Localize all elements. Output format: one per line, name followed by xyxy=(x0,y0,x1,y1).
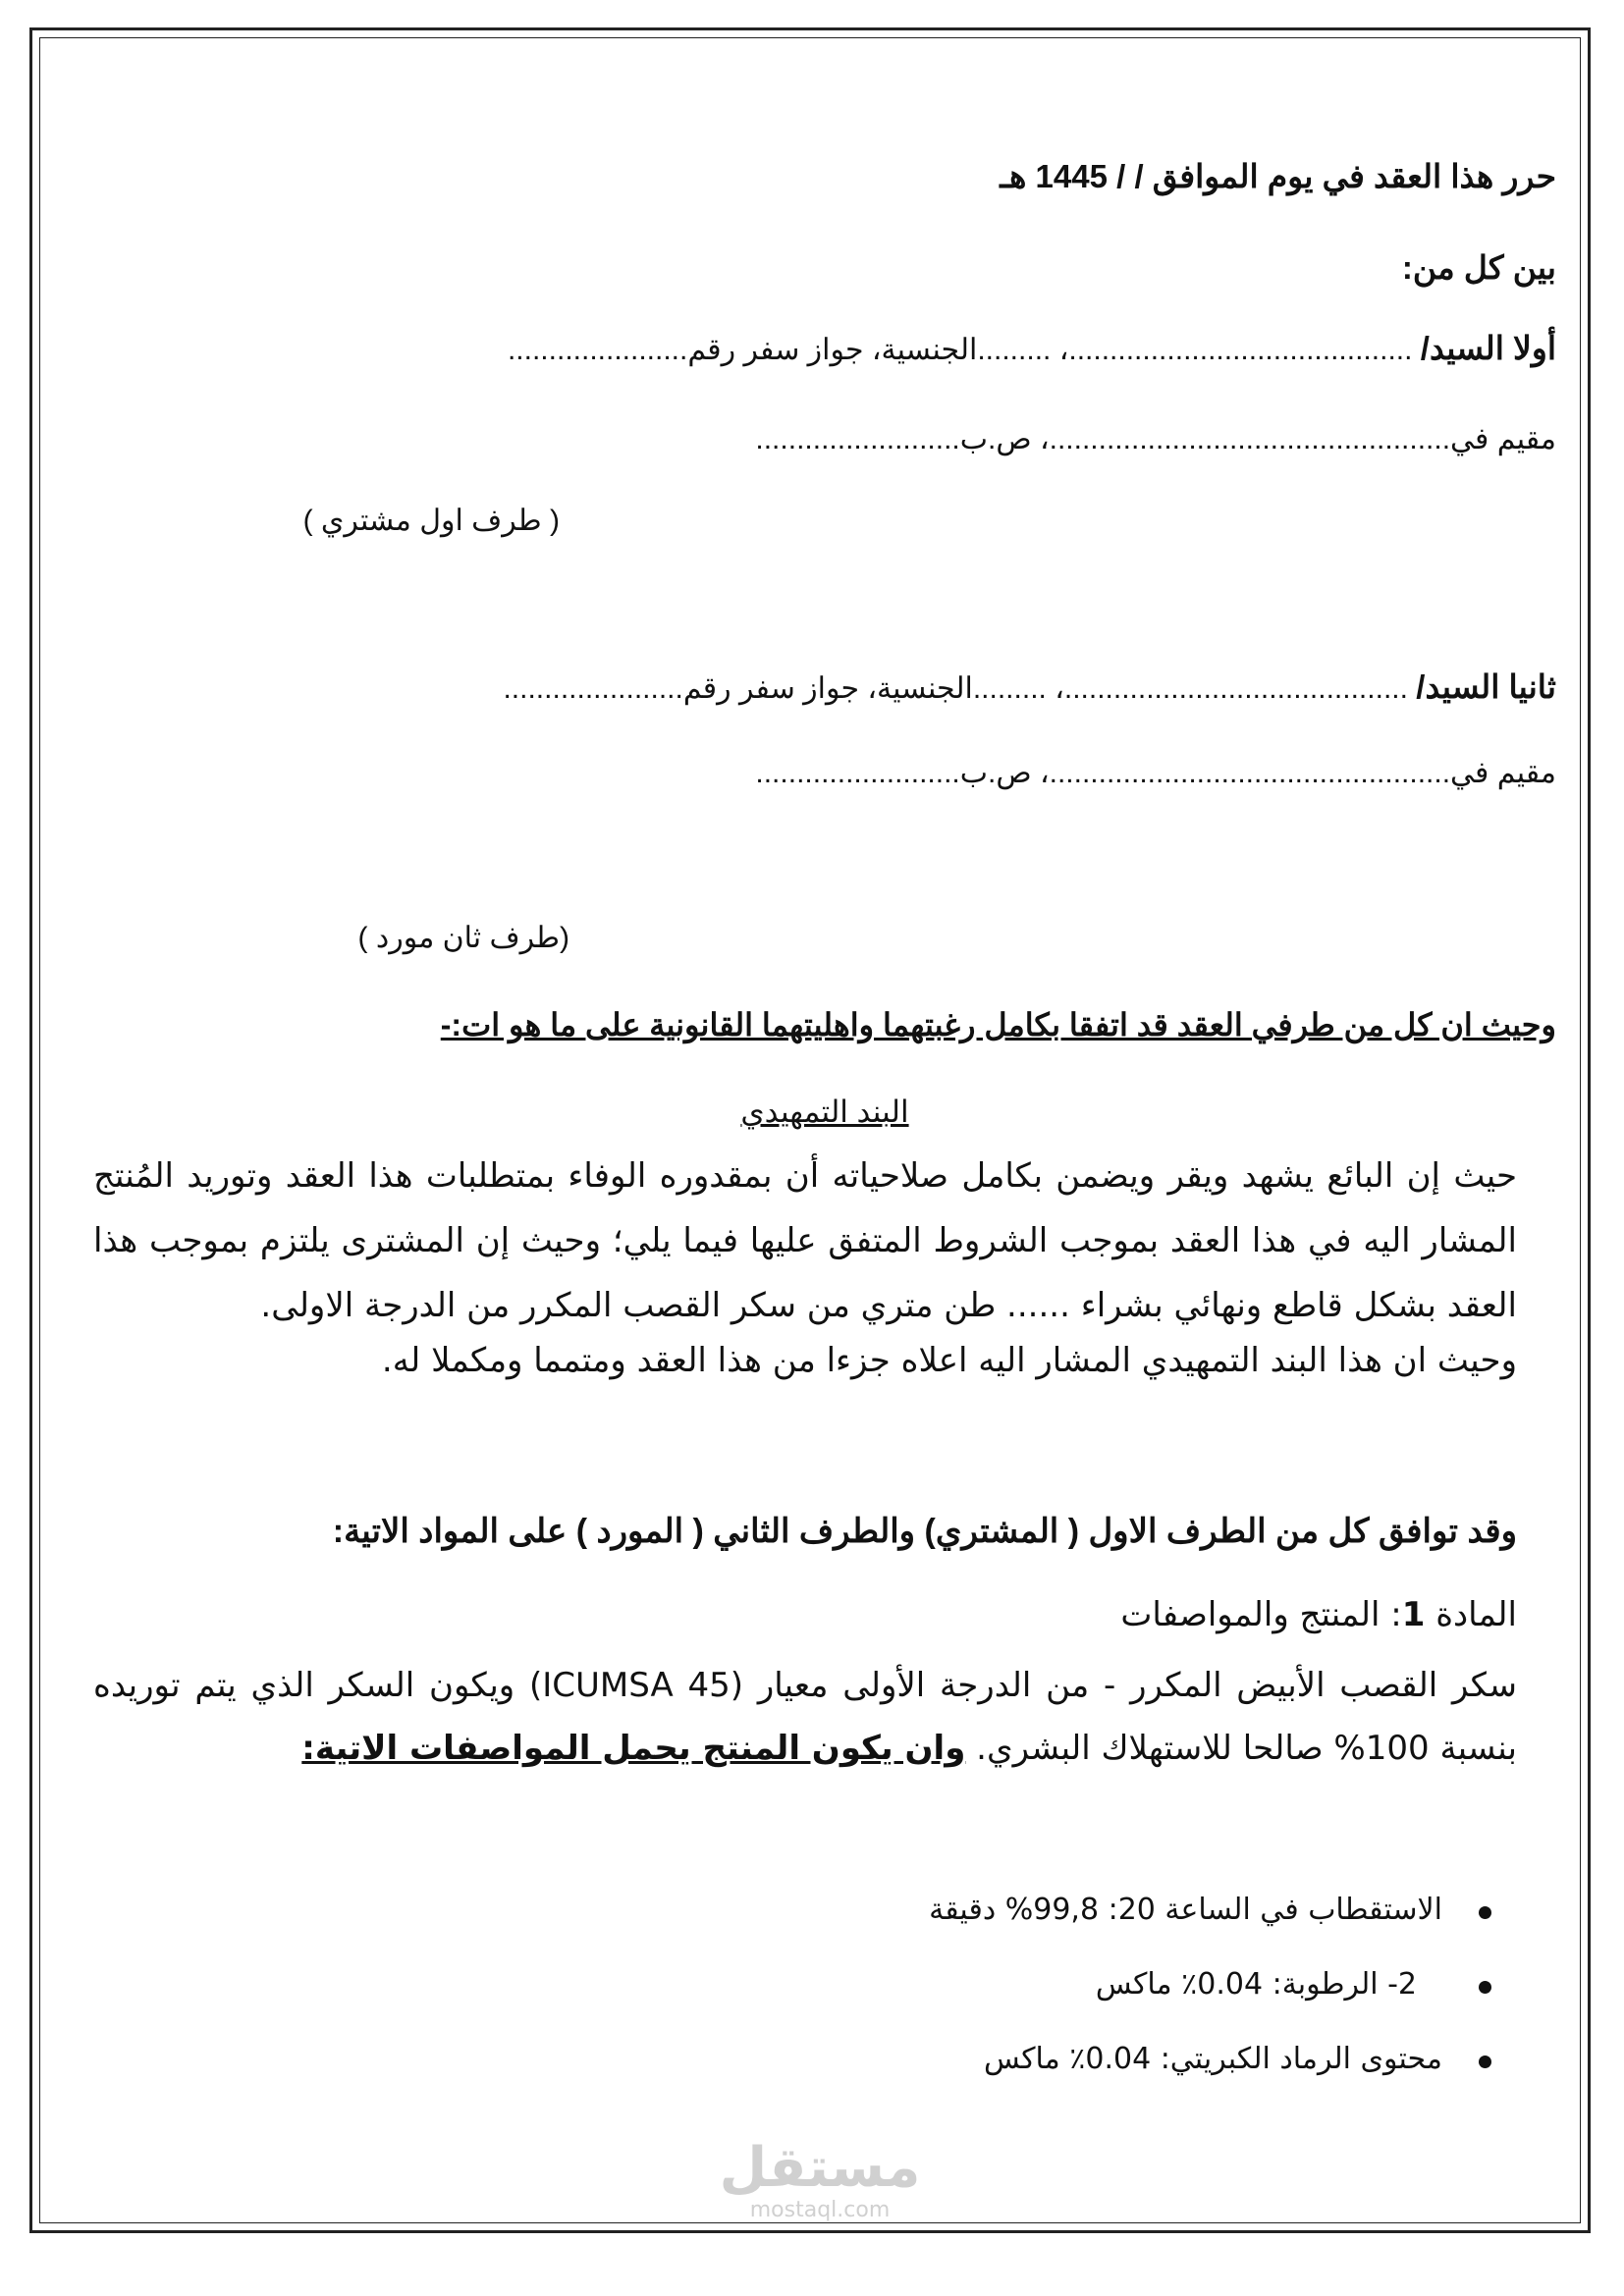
article1-title-prefix: المادة xyxy=(1425,1595,1517,1634)
article1-title-rest: : المنتج والمواصفات xyxy=(1120,1595,1402,1634)
party2-address: مقيم في.................................................، ص.ب......................... xyxy=(755,757,1556,789)
party1-line xyxy=(508,329,1556,367)
watermark-brand: مستقل xyxy=(719,2136,921,2200)
article1-number: 1 xyxy=(1401,1595,1426,1634)
agreement-line: وحيث ان كل من طرفي العقد قد اتفقا بكامل رغبتهما واهليتهما القانونية على ما هو ات:- xyxy=(440,1007,1556,1042)
article1-block xyxy=(93,1654,1517,1780)
article1-text: سكر القصب الأبيض المكرر - من الدرجة الأولى معيار (ICUMSA 45) ويكون السكر الذي يتم توريده بنسبة 100% صالحا للاستهلاك البشري. xyxy=(93,1666,1517,1768)
spec-item: محتوى الرماد الكبريتي: 0.04٪ ماكس xyxy=(929,2022,1491,2097)
agreed-line: وقد توافق كل من الطرف الاول ( المشتري) والطرف الثاني ( المورد ) على المواد الاتية: xyxy=(332,1513,1517,1550)
article1-paragraph xyxy=(93,1654,1517,1780)
bullet-icon xyxy=(1479,2056,1491,2068)
bullet-icon xyxy=(1479,1906,1491,1919)
between-heading: بين كل من: xyxy=(1401,249,1556,286)
preamble-paragraph-2: وحيث ان هذا البند التمهيدي المشار اليه اعلاه جزءا من هذا العقد ومتمما ومكملا له. xyxy=(381,1341,1517,1380)
party2-role: (طرف ثان مورد ) xyxy=(357,922,569,954)
preamble-block xyxy=(93,1144,1517,1383)
bullet-icon xyxy=(1479,1981,1491,1994)
party1-address: مقيم في.................................................، ص.ب......................... xyxy=(755,423,1556,455)
party1-details: ..........................................، .........الجنسية، جواز سفر رقم...................... xyxy=(507,334,1421,366)
contract-date-line: حرر هذا العقد في يوم الموافق / / 1445 هـ xyxy=(1000,158,1556,194)
spec-item: 2- الرطوبة: 0.04٪ ماكس xyxy=(929,1948,1491,2022)
party1-label: أولا السيد/ xyxy=(1420,330,1556,366)
preamble-paragraph: حيث إن البائع يشهد ويقر ويضمن بكامل صلاحياته أن بمقدوره الوفاء بمتطلبات هذا العقد وتوريد المُنتج المشار اليه في هذا العقد بموجب الشروط المتفق عليها فيما يلي؛ وحيث إن المشترى يلتزم بموجب هذا العقد بشكل قاطع ونهائي بشراء ...... طن متري من سكر القصب المكرر من الدرجة الاولى. xyxy=(93,1156,1517,1325)
mostaql-watermark xyxy=(707,2138,933,2222)
specs-list xyxy=(929,1873,1491,2097)
party2-line xyxy=(503,667,1556,706)
watermark-domain: mostaql.com xyxy=(749,2198,891,2222)
preamble-title: البند التمهيدي xyxy=(740,1095,909,1129)
party2-details: ..........................................، .........الجنسية، جواز سفر رقم...................... xyxy=(503,672,1417,705)
spec-item: الاستقطاب في الساعة 20: 99,8% دقيقة xyxy=(929,1873,1491,1948)
article1-specs-intro: وان يكون المنتج يحمل المواصفات الاتية: xyxy=(301,1729,966,1768)
party2-label: ثانيا السيد/ xyxy=(1416,668,1556,705)
party1-role: ( طرف اول مشتري ) xyxy=(302,505,560,537)
article1-title xyxy=(1120,1595,1517,1634)
